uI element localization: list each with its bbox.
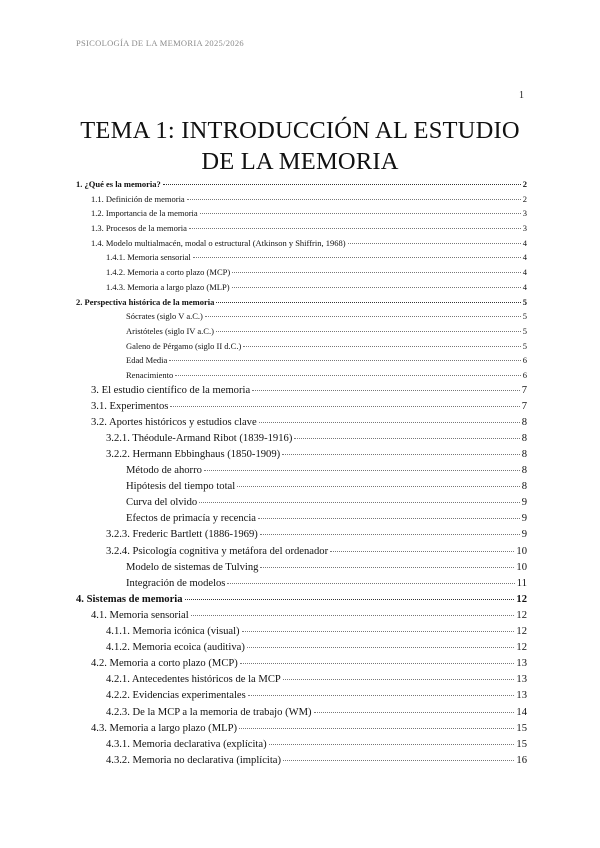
toc-entry-label: 3.2.4. Psicología cognitiva y metáfora del ordenador <box>106 545 329 557</box>
toc-entry[interactable] <box>76 481 527 497</box>
toc-dot-leader <box>269 744 515 745</box>
toc-entry[interactable] <box>76 385 527 401</box>
toc-entry-page: 6 <box>522 355 527 366</box>
toc-entry[interactable] <box>76 626 527 642</box>
toc-dot-leader <box>260 534 520 535</box>
toc-entry[interactable] <box>76 355 527 370</box>
toc-dot-leader <box>232 272 521 273</box>
toc-dot-leader <box>243 346 520 347</box>
toc-entry-label: Edad Media <box>126 355 168 366</box>
toc-entry-page: 13 <box>516 658 527 670</box>
toc-entry-page: 4 <box>522 267 527 278</box>
toc-entry-label: 4.2.1. Antecedentes históricos de la MCP <box>106 674 281 686</box>
toc-dot-leader <box>169 360 520 361</box>
toc-dot-leader <box>216 331 521 332</box>
toc-entry-page: 14 <box>516 706 527 718</box>
toc-entry-page: 2 <box>522 193 527 204</box>
toc-entry-label: Integración de modelos <box>126 577 226 589</box>
toc-entry-label: 4.2. Memoria a corto plazo (MCP) <box>91 658 238 670</box>
toc-entry[interactable] <box>76 311 527 326</box>
toc-entry-page: 3 <box>522 223 527 234</box>
toc-entry-label: 4.1. Memoria sensorial <box>91 609 189 621</box>
toc-entry-page: 5 <box>522 325 527 336</box>
toc-entry[interactable] <box>76 326 527 341</box>
toc-entry-page: 8 <box>521 481 527 493</box>
toc-entry-page: 13 <box>516 674 527 686</box>
toc-dot-leader <box>227 583 514 584</box>
toc-entry-page: 2 <box>522 179 527 189</box>
toc-entry-page: 8 <box>521 465 527 477</box>
toc-entry[interactable] <box>76 417 527 433</box>
toc-entry[interactable] <box>76 642 527 658</box>
toc-dot-leader <box>247 647 515 648</box>
toc-entry-label: 1.1. Definición de memoria <box>91 193 185 204</box>
toc-entry[interactable] <box>76 449 527 465</box>
toc-entry-label: 2. Perspectiva histórica de la memoria <box>76 296 215 307</box>
toc-entry-label: 1. ¿Qué es la memoria? <box>76 179 161 189</box>
toc-entry-page: 11 <box>516 577 527 589</box>
toc-dot-leader <box>252 390 520 391</box>
toc-entry[interactable] <box>76 297 527 312</box>
toc-entry-label: Hipótesis del tiempo total <box>126 481 236 493</box>
toc-entry-page: 12 <box>516 593 527 605</box>
page-number: 1 <box>519 90 524 101</box>
toc-entry-label: 3.2.3. Frederic Bartlett (1886-1969) <box>106 529 258 541</box>
toc-entry-page: 6 <box>522 369 527 380</box>
toc-entry-page: 4 <box>522 237 527 248</box>
toc-entry[interactable] <box>76 739 527 755</box>
toc-entry-label: Aristóteles (siglo IV a.C.) <box>126 325 214 336</box>
toc-entry-label: Sócrates (siglo V a.C.) <box>126 311 203 322</box>
toc-entry[interactable] <box>76 578 527 594</box>
title-line-2: DE LA MEMORIA <box>201 148 399 175</box>
toc-dot-leader <box>258 518 520 519</box>
document-title <box>70 115 530 177</box>
toc-entry[interactable] <box>76 433 527 449</box>
toc-entry[interactable] <box>76 610 527 626</box>
toc-entry-page: 8 <box>521 416 527 428</box>
toc-entry-page: 16 <box>516 754 527 766</box>
toc-entry-page: 8 <box>521 432 527 444</box>
toc-entry-page: 10 <box>516 545 527 557</box>
toc-entry-page: 12 <box>516 642 527 654</box>
toc-dot-leader <box>282 454 520 455</box>
toc-dot-leader <box>248 695 515 696</box>
toc-dot-leader <box>240 663 515 664</box>
toc-entry[interactable] <box>76 513 527 529</box>
toc-entry-page: 3 <box>522 208 527 219</box>
toc-entry[interactable] <box>76 690 527 706</box>
toc-entry-label: Renacimiento <box>126 369 174 380</box>
toc-entry-page: 9 <box>521 529 527 541</box>
toc-entry-label: Galeno de Pérgamo (siglo II d.C.) <box>126 340 242 351</box>
toc-dot-leader <box>185 599 515 600</box>
toc-dot-leader <box>283 679 515 680</box>
toc-entry-label: Modelo de sistemas de Tulving <box>126 561 259 573</box>
toc-dot-leader <box>187 199 521 200</box>
toc-entry-page: 9 <box>521 513 527 525</box>
toc-entry[interactable] <box>76 179 527 194</box>
toc-entry-label: 1.4. Modelo multialmacén, modal o estructural (Atkinson y Shiffrin, 1968) <box>91 237 346 248</box>
toc-entry-label: Curva del olvido <box>126 497 198 509</box>
toc-dot-leader <box>204 470 520 471</box>
toc-entry[interactable] <box>76 465 527 481</box>
toc-dot-leader <box>175 375 521 376</box>
toc-dot-leader <box>259 422 520 423</box>
toc-entry-label: 3.1. Experimentos <box>91 400 169 412</box>
toc-entry[interactable] <box>76 223 527 238</box>
toc-entry-label: 3.2.1. Théodule-Armand Ribot (1839-1916) <box>106 432 293 444</box>
toc-entry-page: 5 <box>522 296 527 307</box>
toc-dot-leader <box>163 184 521 185</box>
toc-entry-label: 1.4.1. Memoria sensorial <box>106 252 191 263</box>
table-of-contents <box>76 179 527 771</box>
toc-dot-leader <box>348 243 521 244</box>
toc-entry[interactable] <box>76 546 527 562</box>
toc-entry-label: 4.3.1. Memoria declarativa (explícita) <box>106 738 267 750</box>
toc-entry-label: 4.1.2. Memoria ecoica (auditiva) <box>106 642 245 654</box>
toc-dot-leader <box>189 228 521 229</box>
toc-entry-page: 4 <box>522 281 527 292</box>
toc-entry-label: 1.2. Importancia de la memoria <box>91 208 198 219</box>
toc-dot-leader <box>191 615 515 616</box>
toc-entry-page: 15 <box>516 738 527 750</box>
toc-entry-page: 4 <box>522 252 527 263</box>
toc-entry[interactable] <box>76 497 527 513</box>
toc-dot-leader <box>205 316 521 317</box>
toc-entry[interactable] <box>76 562 527 578</box>
toc-dot-leader <box>199 502 520 503</box>
toc-entry-label: 4. Sistemas de memoria <box>76 593 183 605</box>
toc-entry-page: 8 <box>521 449 527 460</box>
toc-entry-page: 15 <box>516 722 527 734</box>
toc-entry[interactable] <box>76 370 527 385</box>
toc-entry-label: 4.3. Memoria a largo plazo (MLP) <box>91 722 238 734</box>
toc-dot-leader <box>237 486 520 487</box>
toc-entry-label: 1.4.2. Memoria a corto plazo (MCP) <box>106 267 231 278</box>
toc-entry-page: 9 <box>521 497 527 509</box>
toc-entry[interactable] <box>76 674 527 690</box>
toc-entry-label: 1.4.3. Memoria a largo plazo (MLP) <box>106 281 230 292</box>
toc-entry[interactable] <box>76 341 527 356</box>
toc-entry[interactable] <box>76 282 527 297</box>
toc-entry-label: 3.2.2. Hermann Ebbinghaus (1850-1909) <box>106 449 281 460</box>
toc-entry-page: 5 <box>522 340 527 351</box>
toc-entry-label: Efectos de primacía y recencia <box>126 513 256 525</box>
toc-dot-leader <box>314 712 515 713</box>
toc-dot-leader <box>242 631 515 632</box>
toc-entry-label: Método de ahorro <box>126 465 202 477</box>
toc-dot-leader <box>216 302 520 303</box>
toc-entry-label: 4.2.3. De la MCP a la memoria de trabajo (WM) <box>106 706 312 718</box>
toc-dot-leader <box>260 567 514 568</box>
toc-entry-page: 13 <box>516 690 527 702</box>
toc-dot-leader <box>232 287 521 288</box>
toc-dot-leader <box>239 728 514 729</box>
toc-entry[interactable] <box>76 238 527 253</box>
toc-entry-label: 3.2. Aportes históricos y estudios clave <box>91 416 257 428</box>
toc-dot-leader <box>294 438 519 439</box>
toc-entry[interactable] <box>76 401 527 417</box>
toc-entry-label: 4.2.2. Evidencias experimentales <box>106 690 246 702</box>
toc-entry-label: 4.3.2. Memoria no declarativa (implícita) <box>106 754 282 766</box>
toc-entry-page: 10 <box>516 561 527 573</box>
toc-entry-page: 7 <box>521 384 527 396</box>
toc-entry[interactable] <box>76 208 527 223</box>
toc-dot-leader <box>330 551 514 552</box>
toc-entry-page: 12 <box>516 626 527 638</box>
toc-entry-label: 1.3. Procesos de la memoria <box>91 223 187 234</box>
toc-entry[interactable] <box>76 658 527 674</box>
toc-dot-leader <box>170 406 519 407</box>
toc-dot-leader <box>200 213 521 214</box>
toc-entry-page: 12 <box>516 609 527 621</box>
toc-entry[interactable] <box>76 707 527 723</box>
toc-dot-leader <box>283 760 514 761</box>
toc-entry[interactable] <box>76 594 527 610</box>
toc-entry-label: 3. El estudio científico de la memoria <box>91 384 251 396</box>
toc-dot-leader <box>193 257 521 258</box>
toc-entry[interactable] <box>76 723 527 739</box>
title-line-1: TEMA 1: INTRODUCCIÓN AL ESTUDIO <box>80 117 520 144</box>
running-header: PSICOLOGÍA DE LA MEMORIA 2025/2026 <box>76 38 244 48</box>
toc-entry[interactable] <box>76 194 527 209</box>
toc-entry[interactable] <box>76 252 527 267</box>
toc-entry-page: 5 <box>522 311 527 322</box>
toc-entry[interactable] <box>76 529 527 545</box>
toc-entry[interactable] <box>76 267 527 282</box>
toc-entry-page: 7 <box>521 400 527 412</box>
toc-entry[interactable] <box>76 755 527 771</box>
toc-entry-label: 4.1.1. Memoria icónica (visual) <box>106 626 240 638</box>
